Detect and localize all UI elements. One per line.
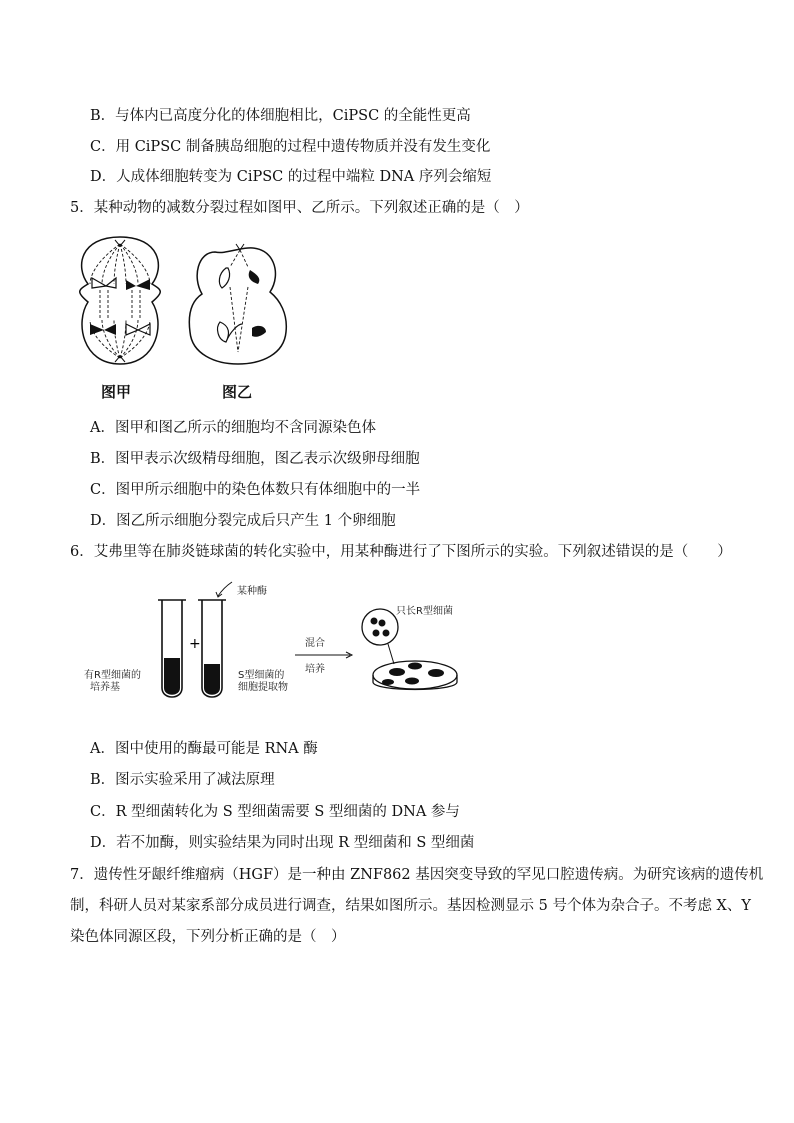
q6-stem: 6．艾弗里等在肺炎链球菌的转化实验中，用某种酶进行了下图所示的实验。下列叙述错误的是（ ） <box>70 544 732 560</box>
tube2-label-line2: 细胞提取物 <box>238 682 288 693</box>
tube1-label-line1: 有R型细菌的 <box>84 670 141 681</box>
q5-option-d: D．图乙所示细胞分裂完成后只产生 1 个卵细胞 <box>90 513 396 529</box>
tube2-label-line1: S型细菌的 <box>238 670 285 681</box>
q6-option-a: A．图中使用的酶最可能是 RNA 酶 <box>90 741 318 757</box>
plus-sign: + <box>189 636 201 652</box>
enzyme-pointer <box>218 582 232 596</box>
q6-option-b: B．图示实验采用了减法原理 <box>90 772 275 788</box>
q4-option-b: B．与体内已高度分化的体细胞相比，CiPSC 的全能性更高 <box>90 108 471 124</box>
figure-jia-chromosomes <box>90 278 150 335</box>
q6-option-d: D．若不加酶，则实验结果为同时出现 R 型细菌和 S 型细菌 <box>90 835 475 851</box>
figure-yi-chromosomes <box>218 268 266 342</box>
q7-stem-line2: 制，科研人员对某家系部分成员进行调查，结果如图所示。基因检测显示 5 号个体为杂合子。不考虑 X、Y <box>70 898 751 914</box>
figure-yi-cell <box>189 244 286 364</box>
q4-option-d: D．人成体细胞转变为 CiPSC 的过程中端粒 DNA 序列会缩短 <box>90 169 492 185</box>
q5-figures <box>70 232 310 382</box>
figure-jia-cell <box>80 237 161 364</box>
arrow-bottom-label: 培养 <box>305 664 325 675</box>
q4-option-c: C．用 CiPSC 制备胰岛细胞的过程中遗传物质并没有发生变化 <box>90 139 491 155</box>
magnified-view <box>362 609 398 645</box>
enzyme-label: 某种酶 <box>237 586 267 597</box>
q7-stem-line1: 7．遗传性牙龈纤维瘤病（HGF）是一种由 ZNF862 基因突变导致的罕见口腔遗传病。为研究该病的遗传机 <box>70 867 764 883</box>
q5-option-a: A．图甲和图乙所示的细胞均不含同源染色体 <box>90 420 376 436</box>
q6-option-c: C．R 型细菌转化为 S 型细菌需要 S 型细菌的 DNA 参与 <box>90 804 460 820</box>
figure-yi-caption: 图乙 <box>222 383 253 401</box>
arrow-top-label: 混合 <box>305 638 325 649</box>
tube2-extract <box>204 664 220 695</box>
figure-jia-caption: 图甲 <box>101 383 132 401</box>
q5-stem: 5．某种动物的减数分裂过程如图甲、乙所示。下列叙述正确的是（ ） <box>70 200 529 216</box>
q7-stem-line3: 染色体同源区段，下列分析正确的是（ ） <box>70 929 346 945</box>
q5-option-c: C．图甲所示细胞中的染色体数只有体细胞中的一半 <box>90 482 421 498</box>
tube1-label-line2: 培养基 <box>90 682 120 693</box>
q5-option-b: B．图甲表示次级精母细胞，图乙表示次级卵母细胞 <box>90 451 420 467</box>
tube1-medium <box>164 658 180 695</box>
result-label: 只长R型细菌 <box>396 606 453 617</box>
